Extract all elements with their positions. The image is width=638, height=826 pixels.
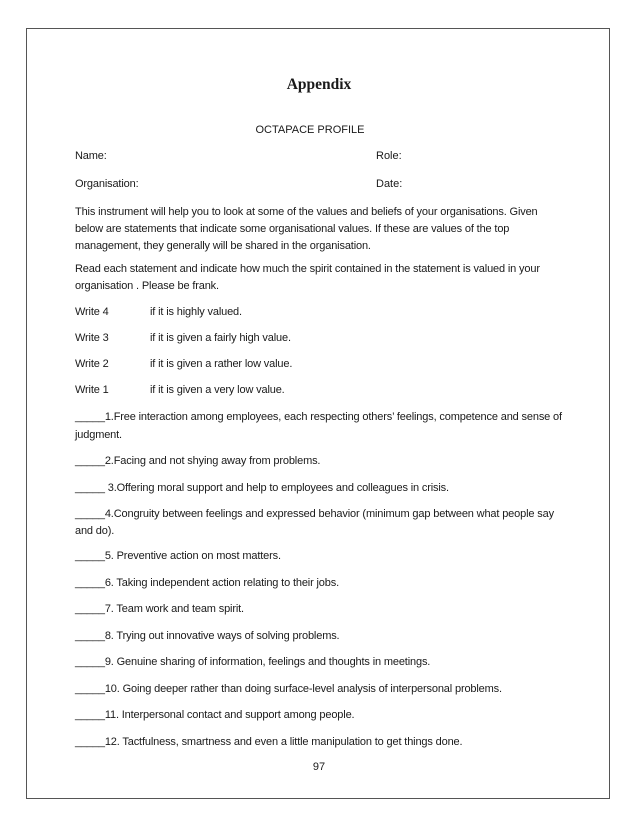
statement-2: _____2.Facing and not shying away from problems. bbox=[75, 455, 321, 467]
scale-meaning: if it is highly valued. bbox=[150, 306, 242, 318]
statement-10: _____10. Going deeper rather than doing surface-level analysis of interpersonal problems. bbox=[75, 683, 502, 695]
statement-5: _____5. Preventive action on most matters. bbox=[75, 550, 281, 562]
statement-9: _____9. Genuine sharing of information, feelings and thoughts in meetings. bbox=[75, 656, 431, 668]
scale-row bbox=[75, 302, 565, 322]
scale-meaning: if it is given a fairly high value. bbox=[150, 332, 291, 344]
statement-12: _____12. Tactfulness, smartness and even a little manipulation to get things done. bbox=[75, 736, 463, 748]
organisation-field-label: Organisation: bbox=[75, 178, 139, 190]
page-number: 97 bbox=[312, 761, 326, 773]
scale-meaning: if it is given a rather low value. bbox=[150, 358, 293, 370]
scale-meaning: if it is given a very low value. bbox=[150, 384, 285, 396]
name-field-label: Name: bbox=[75, 150, 107, 162]
instruction-line-2: organisation . Please be frank. bbox=[75, 280, 219, 292]
scale-code: Write 3 bbox=[75, 332, 109, 344]
statement-4: _____4.Congruity between feelings and expressed behavior (minimum gap between what people say bbox=[75, 508, 554, 520]
scale-row bbox=[75, 328, 565, 348]
statement-4-continued: and do). bbox=[75, 525, 115, 537]
form-subtitle: OCTAPACE PROFILE bbox=[255, 124, 365, 136]
scale-code: Write 4 bbox=[75, 306, 109, 318]
page-title: Appendix bbox=[286, 76, 352, 93]
intro-line-1: This instrument will help you to look at some of the values and beliefs of your organisations. Given bbox=[75, 206, 538, 218]
instruction-line-1: Read each statement and indicate how much the spirit contained in the statement is valued in your bbox=[75, 263, 540, 275]
date-field-label: Date: bbox=[376, 178, 403, 190]
statement-3: _____ 3.Offering moral support and help to employees and colleagues in crisis. bbox=[75, 482, 449, 494]
statement-1: _____1.Free interaction among employees, each respecting others’ feelings, competence and sense of bbox=[75, 411, 562, 423]
scale-row bbox=[75, 354, 565, 374]
scale-row bbox=[75, 380, 565, 400]
role-field-label: Role: bbox=[376, 150, 402, 162]
intro-line-3: management, they generally will be shared in the organisation. bbox=[75, 240, 371, 252]
scale-code: Write 2 bbox=[75, 358, 109, 370]
statement-1-continued: judgment. bbox=[75, 429, 122, 441]
statement-11: _____11. Interpersonal contact and support among people. bbox=[75, 709, 355, 721]
scale-code: Write 1 bbox=[75, 384, 109, 396]
statement-8: _____8. Trying out innovative ways of solving problems. bbox=[75, 630, 340, 642]
intro-line-2: below are statements that indicate some organisational values. If these are values of the top bbox=[75, 223, 510, 235]
statement-6: _____6. Taking independent action relating to their jobs. bbox=[75, 577, 340, 589]
statement-7: _____7. Team work and team spirit. bbox=[75, 603, 244, 615]
